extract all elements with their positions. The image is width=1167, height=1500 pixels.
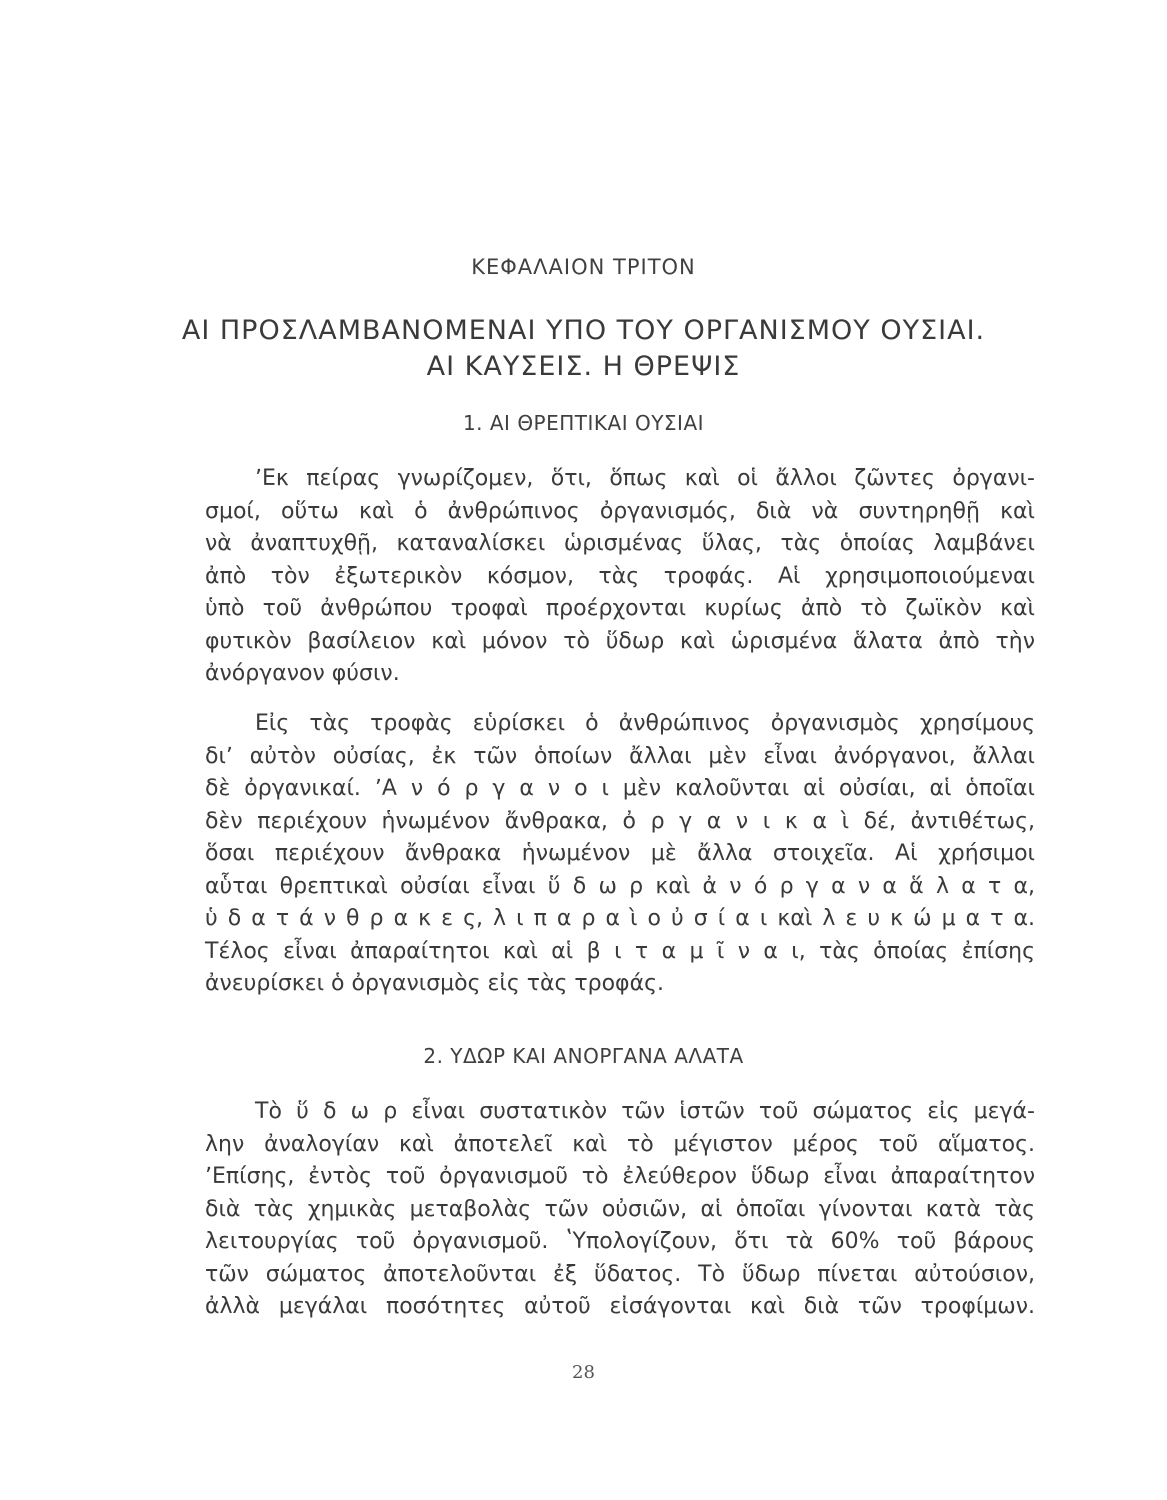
text-line: τῶν σώματος ἀποτελοῦνται ἐξ ὕδατος. Τὸ ὕδωρ πίνεται αὐτούσιον,: [205, 1261, 1035, 1287]
text-line: σμοί, οὕτω καὶ ὁ ἀνθρώπινος ὀργανισμός, διὰ νὰ συντηρηθῇ καὶ: [205, 498, 1035, 524]
page-number: 28: [572, 1362, 595, 1383]
text-line: Τέλος εἶναι ἀπαραίτητοι καὶ αἱ β ι τ α μ ῖ ν α ι, τὰς ὁποίας ἐπίσης: [205, 938, 1035, 964]
text-line: ὑ δ α τ ά ν θ ρ α κ ε ς, λ ι π α ρ α ὶ ο ὐ σ ί α ι καὶ λ ε υ κ ώ μ α τ α.: [205, 906, 1035, 931]
chapter-title-line: ΑΙ ΚΑΥΣΕΙΣ. Η ΘΡΕΨΙΣ: [426, 351, 741, 382]
text-line: λην ἀναλογίαν καὶ ἀποτελεῖ καὶ τὸ μέγιστον μέρος τοῦ αἵματος.: [205, 1131, 1035, 1157]
text-line: ἀλλὰ μεγάλαι ποσότητες αὐτοῦ εἰσάγονται καὶ διὰ τῶν τροφίμων.: [205, 1294, 1035, 1319]
text-line: δὲν περιέχουν ἡνωμένον ἄνθρακα, ὀ ρ γ α ν ι κ α ὶ δέ, ἀντιθέτως,: [205, 808, 1035, 834]
section-heading: 2. ΥΔΩΡ ΚΑΙ ΑΝΟΡΓΑΝΑ ΑΛΑΤΑ: [423, 1044, 744, 1068]
text-line: ἀπὸ τὸν ἐξωτερικὸν κόσμον, τὰς τροφάς. Αἱ χρησιμοποιούμεναι: [205, 563, 1035, 589]
paragraph: [205, 1096, 1035, 1324]
paragraph: [205, 708, 1035, 1001]
chapter-heading: ΚΕΦΑΛΑΙΟΝ ΤΡΙΤΟΝ: [471, 255, 696, 279]
paragraph: [205, 463, 1035, 691]
text-line: ἀνευρίσκει ὁ ὀργανισμὸς εἰς τὰς τροφάς.: [205, 971, 664, 996]
text-line: ὅσαι περιέχουν ἄνθρακα ἡνωμένον μὲ ἄλλα στοιχεῖα. Αἱ χρήσιμοι: [205, 841, 1035, 866]
text-line: Εἰς τὰς τροφὰς εὑρίσκει ὁ ἀνθρώπινος ὀργανισμὸς χρησίμους: [255, 711, 1035, 736]
text-line: διʼ αὐτὸν οὐσίας, ἐκ τῶν ὁποίων ἄλλαι μὲν εἶναι ἀνόργανοι, ἄλλαι: [205, 743, 1035, 769]
text-line: διὰ τὰς χημικὰς μεταβολὰς τῶν οὐσιῶν, αἱ ὁποῖαι γίνονται κατὰ τὰς: [205, 1196, 1035, 1222]
chapter-title-line: ΑΙ ΠΡΟΣΛΑΜΒΑΝΟΜΕΝΑΙ ΥΠΟ ΤΟΥ ΟΡΓΑΝΙΣΜΟΥ ΟΥΣΙΑΙ.: [181, 315, 986, 346]
text-line: ʼΕκ πείρας γνωρίζομεν, ὅτι, ὅπως καὶ οἱ ἄλλοι ζῶντες ὀργανι-: [255, 466, 1035, 491]
text-line: Τὸ ὕ δ ω ρ εἶναι συστατικὸν τῶν ἱστῶν τοῦ σώματος εἰς μεγά-: [255, 1099, 1035, 1124]
text-line: λειτουργίας τοῦ ὀργανισμοῦ. ʽΥπολογίζουν, ὅτι τὰ 60% τοῦ βάρους: [205, 1229, 1035, 1254]
text-line: νὰ ἀναπτυχθῇ, καταναλίσκει ὡρισμένας ὕλας, τὰς ὁποίας λαμβάνει: [205, 531, 1035, 556]
text-line: ʼΕπίσης, ἐντὸς τοῦ ὀργανισμοῦ τὸ ἐλεύθερον ὕδωρ εἶναι ἀπαραίτητον: [205, 1164, 1035, 1189]
text-line: δὲ ὀργανικαί. ʼΑ ν ό ρ γ α ν ο ι μὲν καλοῦνται αἱ οὐσίαι, αἱ ὁποῖαι: [205, 776, 1035, 801]
section-heading: 1. ΑΙ ΘΡΕΠΤΙΚΑΙ ΟΥΣΙΑΙ: [462, 411, 705, 435]
text-line: αὗται θρεπτικαὶ οὐσίαι εἶναι ὕ δ ω ρ καὶ ἀ ν ό ρ γ α ν α ἅ λ α τ α,: [205, 873, 1035, 899]
text-line: ὑπὸ τοῦ ἀνθρώπου τροφαὶ προέρχονται κυρίως ἀπὸ τὸ ζωϊκὸν καὶ: [205, 596, 1035, 621]
text-line: φυτικὸν βασίλειον καὶ μόνον τὸ ὕδωρ καὶ ὡρισμένα ἅλατα ἀπὸ τὴν: [205, 628, 1035, 654]
text-line: ἀνόργανον φύσιν.: [205, 661, 400, 686]
chapter-title: [0, 313, 1167, 385]
